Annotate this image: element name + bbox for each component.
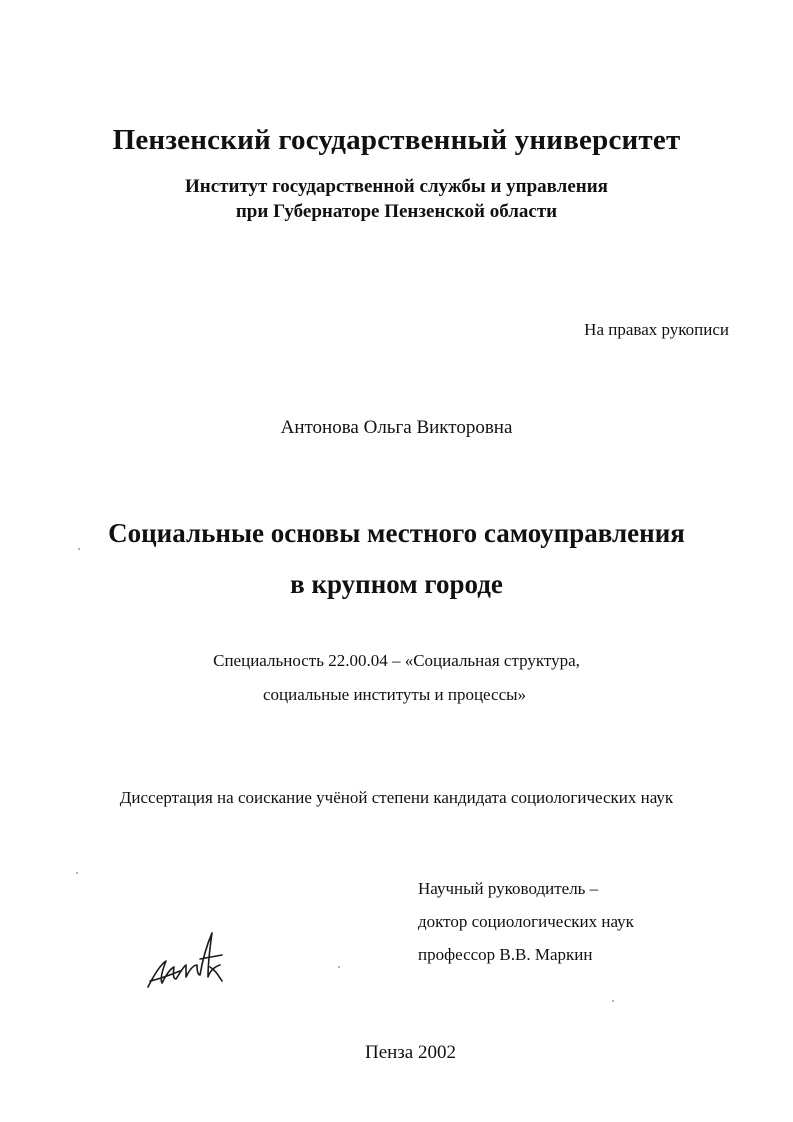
scan-speck xyxy=(76,872,78,874)
scan-speck xyxy=(78,548,80,550)
supervisor-label: Научный руководитель – xyxy=(418,879,599,898)
scan-speck xyxy=(338,966,340,968)
institute-name-line2: при Губернаторе Пензенской области xyxy=(235,201,558,222)
handwritten-signature xyxy=(140,925,230,997)
manuscript-note: На правах рукописи xyxy=(584,320,729,339)
university-name: Пензенский государственный университет xyxy=(112,124,681,156)
author-name: Антонова Ольга Викторовна xyxy=(280,417,513,438)
city-year: Пенза 2002 xyxy=(364,1042,456,1063)
supervisor-name: профессор В.В. Маркин xyxy=(418,945,593,964)
thesis-type: Диссертация на соискание учёной степени кандидата социологических наук xyxy=(119,788,674,807)
institute-name-line1: Институт государственной службы и управления xyxy=(185,176,608,197)
specialty-line2: социальные институты и процессы» xyxy=(262,685,527,704)
supervisor-degree: доктор социологических наук xyxy=(418,912,634,931)
specialty-line1: Специальность 22.00.04 – «Социальная структура, xyxy=(213,651,580,670)
thesis-title-line1: Социальные основы местного самоуправления xyxy=(108,518,685,548)
scan-speck xyxy=(612,1000,614,1002)
thesis-title-line2: в крупном городе xyxy=(290,569,503,599)
